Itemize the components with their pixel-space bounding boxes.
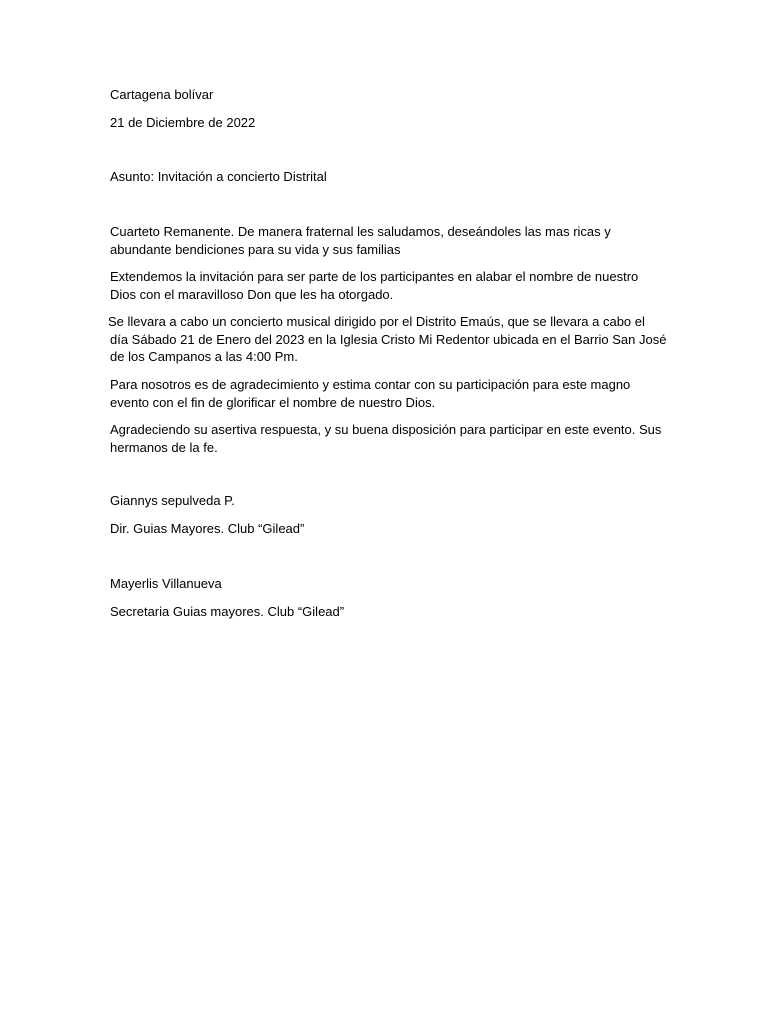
signature-title-2: Secretaria Guias mayores. Club “Gilead” <box>110 604 345 619</box>
signature-name-1: Giannys sepulveda P. <box>110 493 235 508</box>
paragraph-line: día Sábado 21 de Enero del 2023 en la Iglesia Cristo Mi Redentor ubicada en el Barrio San José <box>110 331 667 347</box>
date-line: 21 de Diciembre de 2022 <box>110 115 256 130</box>
paragraph-event-details <box>110 313 670 366</box>
place-line: Cartagena bolívar <box>110 87 214 102</box>
paragraph-invitation <box>110 268 670 303</box>
paragraph-line: Para nosotros es de agradecimiento y estima contar con su participación para este magno <box>110 377 631 392</box>
paragraph-line: de los Campanos a las 4:00 Pm. <box>110 349 298 364</box>
paragraph-line: Agradeciendo su asertiva respuesta, y su buena disposición para participar en este evento. Sus <box>110 422 662 437</box>
paragraph-line: Dios con el maravilloso Don que les ha otorgado. <box>110 286 394 302</box>
paragraph-line: evento con el fin de glorificar el nombre de nuestro Dios. <box>110 394 436 410</box>
paragraph-greeting <box>110 223 670 258</box>
paragraph-closing <box>110 421 670 456</box>
paragraph-line: Extendemos la invitación para ser parte de los participantes en alabar el nombre de nuestro <box>110 269 639 284</box>
signature-name-2: Mayerlis Villanueva <box>110 576 222 591</box>
subject-line: Asunto: Invitación a concierto Distrital <box>110 169 327 184</box>
paragraph-gratitude <box>110 376 670 411</box>
paragraph-line: hermanos de la fe. <box>110 439 218 455</box>
signature-title-1: Dir. Guias Mayores. Club “Gilead” <box>110 521 305 536</box>
paragraph-line: Se llevara a cabo un concierto musical dirigido por el Distrito Emaús, que se llevara a cabo el <box>108 314 645 329</box>
paragraph-line: Cuarteto Remanente. De manera fraternal les saludamos, deseándoles las mas ricas y <box>110 224 611 239</box>
paragraph-line: abundante bendiciones para su vida y sus familias <box>110 241 401 257</box>
